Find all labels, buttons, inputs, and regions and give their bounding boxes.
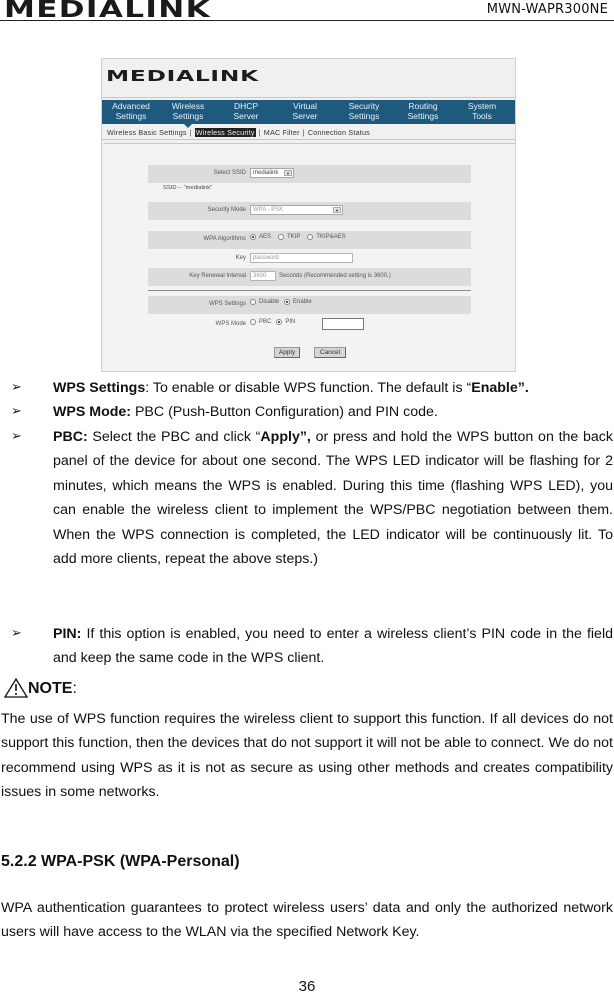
nav-tab-line2: Settings (348, 110, 380, 121)
radio-aes-label: AES (259, 234, 272, 240)
nav-tab-line1: Security (348, 101, 380, 111)
nav-tab-security-settings[interactable] (334, 100, 394, 124)
bullet-arrow-icon: ➢ (11, 428, 22, 443)
router-sub-nav (102, 126, 515, 140)
bullet-term: WPS Settings (53, 380, 146, 396)
nav-tab-line1: Virtual (293, 101, 317, 111)
select-ssid-value: medialink (253, 170, 279, 176)
nav-tab-line2: Server (233, 110, 259, 121)
bullet-arrow-icon: ➢ (11, 403, 22, 418)
wpa-algorithms-label: WPA Algorithms (203, 236, 246, 242)
chevron-down-icon: ▼ (284, 170, 292, 176)
security-mode-dropdown[interactable] (250, 205, 343, 215)
radio-tkip[interactable] (278, 234, 284, 240)
separator: | (258, 128, 261, 137)
bullet-term: WPS Mode: (53, 404, 132, 420)
radio-wps-enable-label: Enable (293, 299, 312, 305)
security-mode-label: Security Mode (207, 207, 246, 213)
key-renewal-label: Key Renewal Interval (189, 273, 246, 279)
key-renewal-hint: Seconds (Recommended setting is 3600.) (279, 273, 391, 279)
ssid-note: SSID -- "medialink" (163, 185, 213, 191)
nav-tab-line1: Routing (408, 101, 438, 111)
bullet-wps-mode (53, 400, 613, 424)
nav-tab-line2: Tools (472, 110, 492, 121)
nav-tab-dhcp-server[interactable] (216, 100, 276, 124)
bullet-text: PBC (Push-Button Configuration) and PIN code. (131, 404, 438, 420)
key-renewal-row (148, 268, 471, 286)
section-body: WPA authentication guarantees to protect wireless users’ data and only the authorized network users will have access to the WLAN via the specified Network Key. (1, 900, 613, 941)
select-ssid-dropdown[interactable] (250, 168, 294, 178)
brand-logo: MEDIALINK (4, 0, 212, 23)
nav-tab-advanced-settings[interactable] (102, 100, 160, 124)
router-logo: MEDIALINK (106, 67, 259, 85)
nav-tab-virtual-server[interactable] (276, 100, 334, 124)
key-input[interactable]: password (250, 253, 353, 263)
cancel-button[interactable]: Cancel (314, 347, 346, 358)
subtab-connection-status[interactable]: Connection Status (307, 128, 370, 137)
bullet-arrow-icon: ➢ (11, 379, 22, 394)
radio-pin-label: PIN (285, 319, 296, 325)
security-mode-value: WPA - PSK (253, 207, 284, 213)
subtab-wireless-security[interactable]: Wireless Security (195, 128, 255, 137)
note-body: The use of WPS function requires the wireless client to support this function. If all devices do not support this function, then the devices that do not support it will not be able to connect. We do not recommend using WPS as it is not as secure as using other methods and creates compatibility issues in some networks. (1, 711, 613, 801)
bullet-pbc (53, 425, 613, 571)
radio-wps-enable[interactable] (284, 299, 290, 305)
bullet-text: If this option is enabled, you need to enter a wireless client’s PIN code in the field and keep the same code in the WPS client. (53, 626, 613, 667)
subtab-mac-filter[interactable]: MAC Filter (263, 128, 300, 137)
apply-button[interactable]: Apply (274, 347, 300, 358)
radio-wps-disable[interactable] (250, 299, 256, 305)
nav-tab-routing-settings[interactable] (394, 100, 452, 124)
nav-tab-line1: Wireless (171, 101, 205, 111)
note-title (4, 678, 77, 698)
router-top-rule (102, 97, 515, 98)
model-number: MWN-WAPR300NE (486, 2, 608, 17)
wps-settings-row (148, 296, 471, 314)
chevron-down-icon: ▼ (333, 207, 341, 213)
radio-aes[interactable] (250, 234, 256, 240)
security-mode-row (148, 202, 471, 220)
key-label: Key (235, 255, 246, 261)
bullet-pin (53, 622, 613, 671)
router-screenshot (101, 58, 516, 372)
radio-wps-disable-label: Disable (259, 299, 280, 305)
nav-tab-system-tools[interactable] (452, 100, 512, 124)
nav-tab-line1: System (467, 101, 497, 111)
bullet-text: Select the PBC and click “ (87, 429, 261, 445)
bullet-bold-mid: Apply”, (260, 429, 311, 445)
nav-tab-line2: Settings (172, 110, 204, 121)
separator: | (189, 128, 192, 137)
subtab-wireless-basic-settings[interactable]: Wireless Basic Settings (107, 128, 187, 137)
radio-pbc[interactable] (250, 319, 256, 325)
wps-mode-label: WPS Mode (215, 321, 246, 327)
router-nav-bar (102, 100, 515, 124)
page-header (0, 0, 614, 21)
warning-icon (4, 678, 28, 698)
select-ssid-label: Select SSID (213, 170, 246, 176)
note-title-text: NOTE (28, 680, 73, 697)
section-heading: 5.2.2 WPA-PSK (WPA-Personal) (1, 853, 240, 870)
radio-pbc-label: PBC (259, 319, 272, 325)
bullet-term: PBC: (53, 429, 88, 445)
page-number: 36 (298, 978, 316, 995)
select-ssid-row (148, 165, 471, 183)
separator: | (302, 128, 305, 137)
bullet-text: To enable or disable WPS function. The default is “ (152, 380, 472, 396)
bullet-arrow-icon: ➢ (11, 625, 22, 640)
nav-tab-line2: Settings (115, 110, 147, 121)
nav-tab-line2: Settings (407, 110, 439, 121)
key-renewal-input[interactable]: 3600 (250, 271, 276, 281)
nav-tab-line1: Advanced (112, 101, 150, 111)
nav-tab-line1: DHCP (233, 101, 259, 111)
radio-tkip-aes-label: TKIP&AES (316, 234, 346, 240)
wpa-algorithms-row (148, 231, 471, 249)
bullet-sep: : (145, 380, 153, 396)
radio-tkip-label: TKIP (287, 234, 301, 240)
radio-tkip-aes[interactable] (307, 234, 313, 240)
section-divider (148, 290, 471, 291)
radio-pin[interactable] (276, 319, 282, 325)
wps-mode-row (148, 316, 471, 334)
pin-input[interactable] (322, 318, 364, 330)
bullet-bold-tail: Enable”. (471, 380, 529, 396)
bullet-wps-settings (53, 376, 613, 400)
nav-tab-line2: Server (292, 110, 318, 121)
wps-settings-label: WPS Settings (208, 301, 246, 307)
nav-tab-wireless-settings[interactable] (160, 100, 216, 124)
bullet-term: PIN: (53, 626, 82, 642)
note-colon: : (72, 680, 77, 697)
key-row (148, 250, 471, 268)
bullet-text: or press and hold the WPS button on the back panel of the device for about one second. The WPS LED indicator will be flashing for 2 minutes, which means the WPS is enabled. During this time (flashing WPS LED), you can enable the wireless client to implement the WPS/PBC negotiation between them. When the WPS connection is completed, the LED indicator will be continuously lit. To add more clients, repeat the above steps.) (53, 429, 613, 568)
router-form-panel (104, 143, 515, 371)
